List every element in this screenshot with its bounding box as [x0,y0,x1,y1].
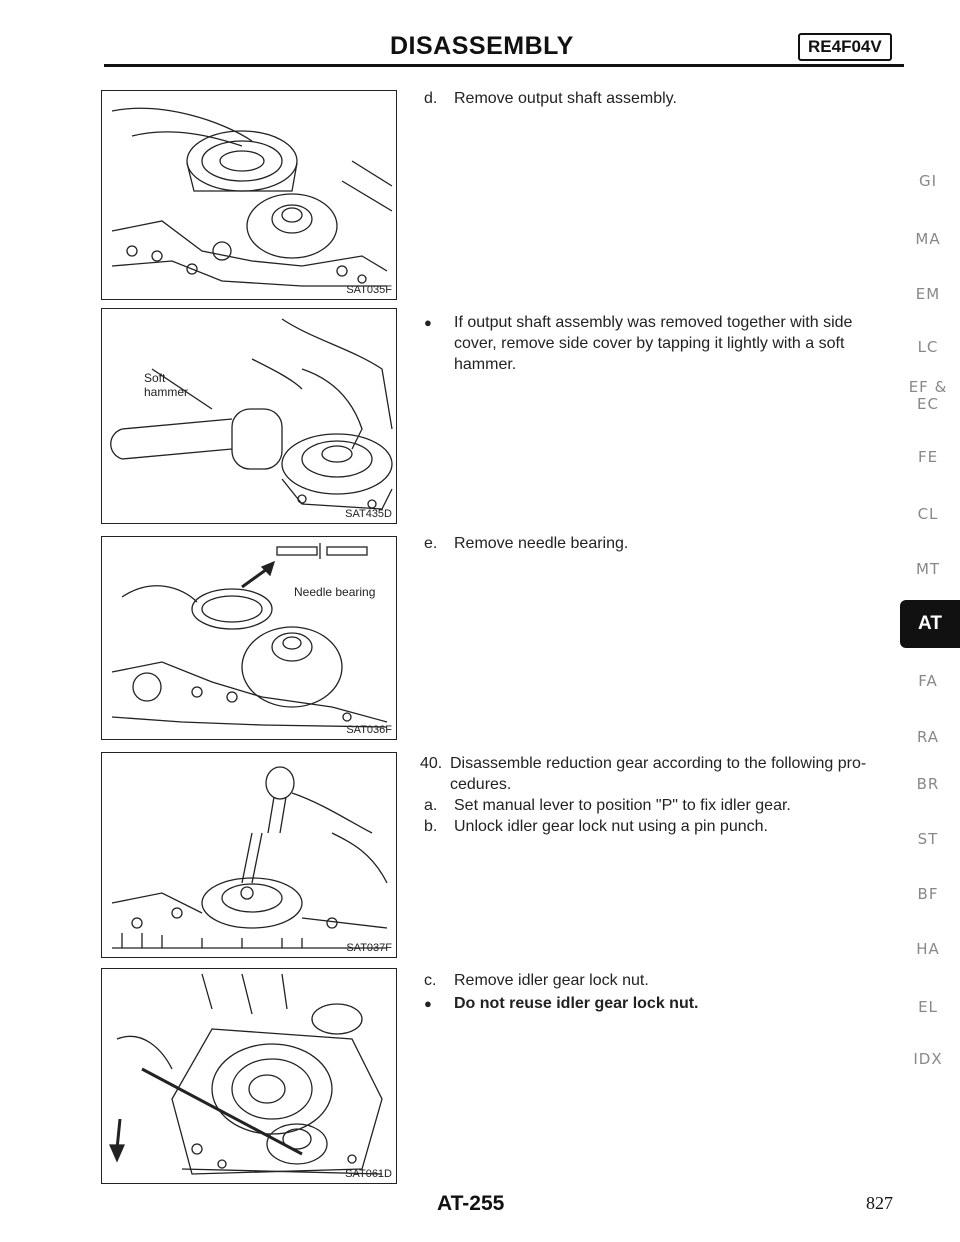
note-do-not-reuse-text: Do not reuse idler gear lock nut. [454,995,699,1012]
header-rule [104,64,904,67]
note-line-1: If output shaft assembly was removed together with side [454,314,853,331]
soft-hammer-illustration [102,309,397,524]
step-d-label: d. [424,90,438,107]
figure-pin-punch [101,752,397,958]
sidebar-item-idx[interactable]: IDX [913,1050,943,1068]
step-40-label: 40. [420,755,443,772]
figure-label-hammer: hammer [144,385,189,399]
step-b-label: b. [424,818,438,835]
bullet-icon: ● [424,996,432,1011]
step-e-text: Remove needle bearing. [454,535,629,552]
step-e-label: e. [424,535,438,552]
step-a [424,795,894,816]
figure-label-needle-bearing: Needle bearing [294,585,376,599]
bullet-icon: ● [424,315,432,330]
step-40-line-2: cedures. [450,776,512,793]
figure-output-shaft [101,90,397,300]
sidebar-item-el[interactable]: EL [918,998,938,1016]
needle-bearing-illustration [102,537,397,740]
figure-code: SAT035F [346,284,392,296]
note-do-not-reuse [424,993,894,1014]
figure-needle-bearing [101,536,397,740]
step-b [424,816,894,837]
sidebar-item-fa[interactable]: FA [918,672,938,690]
idler-gear-nut-illustration [102,969,397,1184]
sidebar-item-ec[interactable]: EC [917,395,939,413]
step-b-text: Unlock idler gear lock nut using a pin punch. [454,818,768,835]
figure-code: SAT036F [346,724,392,736]
model-badge: RE4F04V [798,33,892,61]
sidebar-item-mt[interactable]: MT [915,560,941,578]
sidebar-item-br[interactable]: BR [916,775,940,793]
figure-soft-hammer [101,308,397,524]
step-c [424,970,894,991]
step-e [424,533,894,554]
step-40-line-1: Disassemble reduction gear according to the following pro- [450,755,867,772]
step-40 [420,753,900,793]
figure-code: SAT435D [345,508,392,520]
step-d [424,88,894,109]
sidebar-item-st[interactable]: ST [917,830,939,848]
page-number: 827 [866,1193,893,1213]
step-d-text: Remove output shaft assembly. [454,90,677,107]
sidebar-item-fe[interactable]: FE [917,448,939,466]
note-line-3: hammer. [454,356,517,373]
figure-label-soft: Soft [144,371,166,385]
step-a-label: a. [424,797,438,814]
figure-code: SAT061D [345,1168,392,1180]
sidebar-item-cl[interactable]: CL [917,505,939,523]
note-line-2: cover, remove side cover by tapping it lightly with a soft [454,335,845,352]
step-c-text: Remove idler gear lock nut. [454,972,649,989]
pin-punch-illustration [102,753,397,958]
sidebar-item-ma[interactable]: MA [915,230,941,248]
sidebar-item-bf[interactable]: BF [917,885,939,903]
sidebar-item-ef[interactable]: EF & [908,378,948,396]
step-a-text: Set manual lever to position "P" to fix idler gear. [454,797,791,814]
page-title: DISASSEMBLY [390,32,574,60]
sidebar-item-ha[interactable]: HA [916,940,940,958]
page-id: AT-255 [437,1192,505,1215]
sidebar-item-em[interactable]: EM [915,285,941,303]
note-side-cover [424,312,904,373]
output-shaft-illustration [102,91,397,300]
sidebar-item-lc[interactable]: LC [917,338,939,356]
figure-code: SAT037F [346,942,392,954]
step-c-label: c. [424,972,437,989]
sidebar-item-gi[interactable]: GI [918,172,938,190]
sidebar-item-ra[interactable]: RA [916,728,940,746]
figure-idler-gear-nut [101,968,397,1184]
sidebar-item-at[interactable]: AT [900,600,960,648]
